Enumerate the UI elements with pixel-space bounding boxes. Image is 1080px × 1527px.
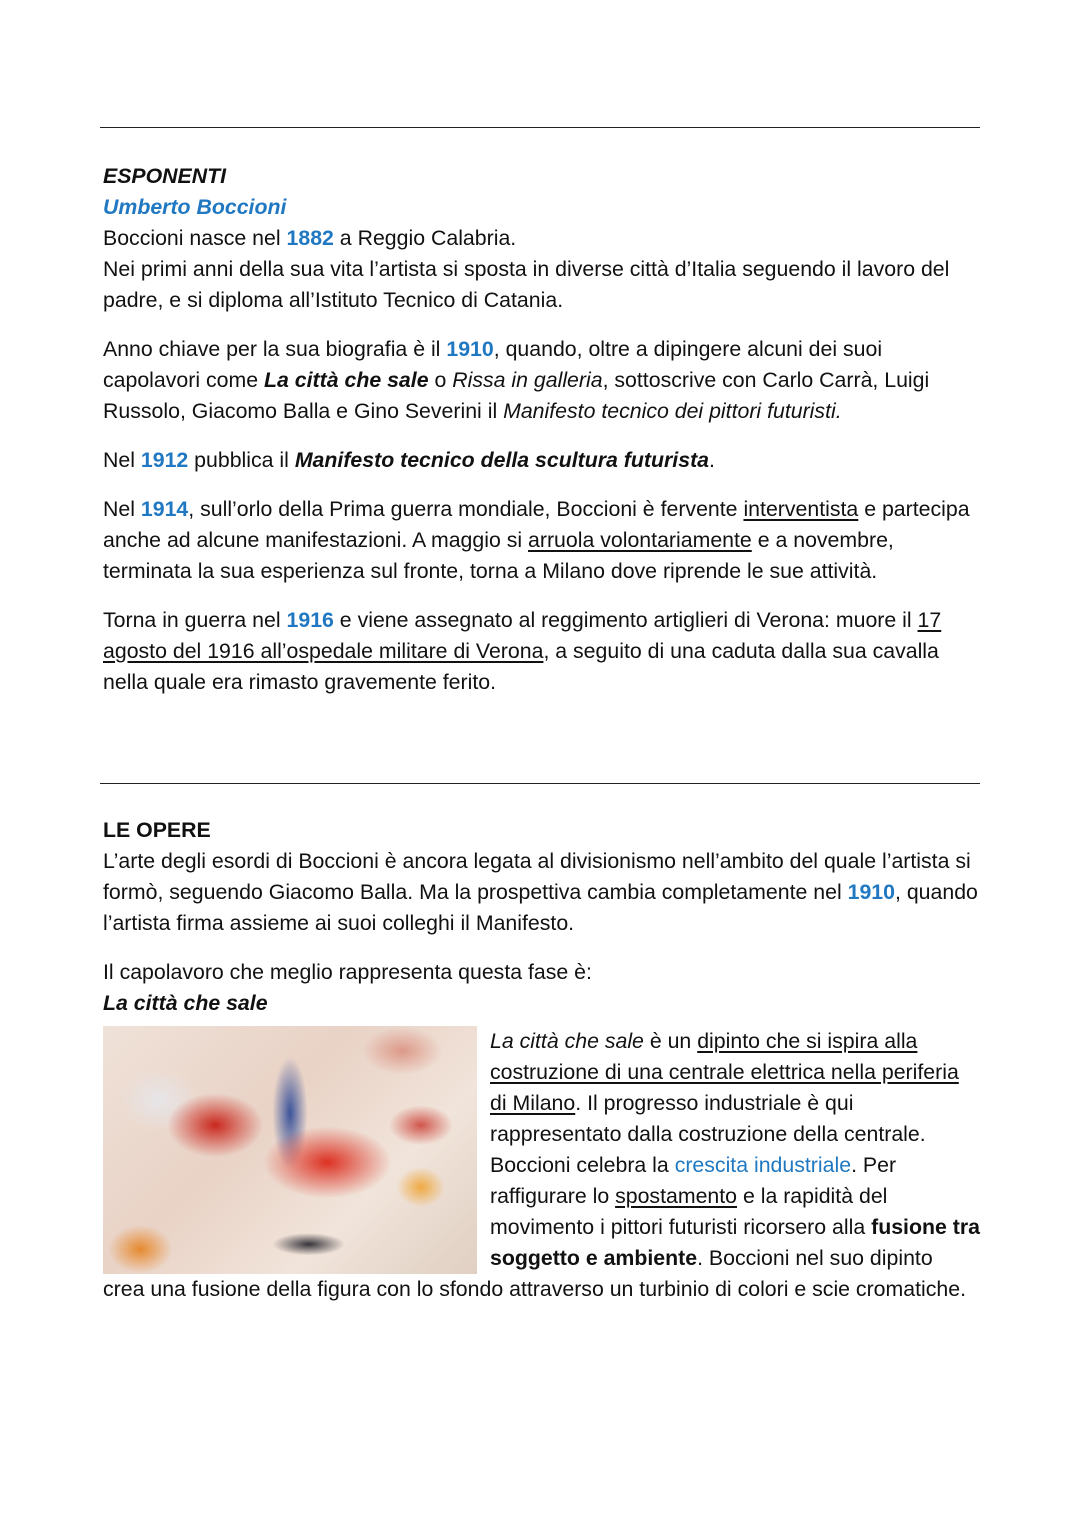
- year: 1912: [140, 448, 189, 472]
- paragraph-1914: [103, 494, 980, 587]
- text: . Il progresso industriale è qui rappresentato dalla costruzione della centrale. Boccioni celebra la: [490, 1091, 926, 1177]
- work-title: Manifesto tecnico della scultura futurista: [294, 448, 709, 472]
- section-heading: ESPONENTI: [103, 164, 227, 188]
- paragraph-esordi: [103, 846, 980, 939]
- text: è un: [643, 1029, 698, 1053]
- year: 1882: [286, 226, 334, 250]
- work-title: Manifesto tecnico dei pittori futuristi.: [503, 399, 842, 423]
- paragraph-birth: [103, 223, 980, 316]
- text: o: [428, 368, 453, 392]
- text: Anno chiave per la sua biografia è il: [103, 337, 447, 361]
- text: e a novembre, terminata la sua esperienza sul fronte, torna a Milano dove riprende le sue attività.: [103, 528, 894, 583]
- text: , sull’orlo della Prima guerra mondiale, Boccioni è fervente: [188, 497, 744, 521]
- text: , a seguito di una caduta dalla sua cavalla nella quale era rimasto gravemente ferito.: [103, 639, 939, 694]
- text: , quando l’artista firma assieme ai suoi colleghi il Manifesto.: [103, 880, 978, 935]
- paragraph-1916: [103, 605, 980, 698]
- section-esponenti: [103, 161, 980, 698]
- text: Nei primi anni della sua vita l’artista si sposta in diverse città d’Italia seguendo il lavoro del padre, e si diploma all’Istituto Tecnico di Catania.: [103, 257, 950, 312]
- year: 1916: [286, 608, 334, 632]
- text: e la rapidità del movimento i pittori futuristi ricorsero alla: [490, 1184, 888, 1239]
- year: 1914: [140, 497, 189, 521]
- text: Torna in guerra nel: [103, 608, 287, 632]
- underlined-text: spostamento: [615, 1184, 738, 1208]
- year: 1910: [847, 880, 895, 904]
- work-title: Rissa in galleria: [452, 368, 603, 392]
- paragraph-1910: [103, 334, 980, 427]
- paragraph-intro: [103, 957, 980, 1019]
- text: pubblica il: [188, 448, 295, 472]
- text: Nel: [103, 448, 141, 472]
- text: L’arte degli esordi di Boccioni è ancora legata al divisionismo nell’ambito del quale l’artista si formò, seguendo Giacomo Balla. Ma la prospettiva cambia completamente nel: [103, 849, 971, 904]
- painting-la-citta-che-sale-image: [103, 1026, 477, 1274]
- underlined-text: 17 agosto del 1916 all’ospedale militare di Verona: [103, 608, 942, 663]
- section-heading: LE OPERE: [103, 818, 211, 842]
- text: e viene assegnato al reggimento artiglieri di Verona: muore il: [333, 608, 918, 632]
- text: Nel: [103, 497, 141, 521]
- bold-text: fusione tra soggetto e ambiente: [490, 1215, 980, 1270]
- underlined-text: interventista: [743, 497, 859, 521]
- text: , sottoscrive con Carlo Carrà, Luigi Russolo, Giacomo Balla e Gino Severini il: [103, 368, 930, 423]
- underlined-text: dipinto che si ispira alla costruzione di una centrale elettrica nella periferia di Milano: [490, 1029, 959, 1115]
- section-opere: [103, 815, 980, 1305]
- work-heading: La città che sale: [103, 991, 268, 1015]
- paragraph-painting: [103, 1026, 980, 1305]
- middle-divider: [100, 783, 980, 784]
- text: e partecipa anche ad alcune manifestazioni. A maggio si: [103, 497, 970, 552]
- text: a Reggio Calabria.: [333, 226, 517, 250]
- work-title: La città che sale: [264, 368, 429, 392]
- text: . Boccioni nel suo dipinto crea una fusione della figura con lo sfondo attraverso un turbinio di colori e scie cromatiche.: [103, 1246, 967, 1301]
- top-divider: [100, 127, 980, 128]
- text: , quando, oltre a dipingere alcuni dei suoi capolavori come: [103, 337, 883, 392]
- artist-name: Umberto Boccioni: [103, 195, 287, 219]
- year: 1910: [446, 337, 494, 361]
- text: Il capolavoro che meglio rappresenta questa fase è:: [103, 960, 592, 984]
- highlighted-text: crescita industriale: [674, 1153, 852, 1177]
- text: . Per raffigurare lo: [490, 1153, 897, 1208]
- text: .: [709, 448, 715, 472]
- paragraph-1912: [103, 445, 980, 476]
- work-title: La città che sale: [490, 1029, 644, 1053]
- underlined-text: arruola volontariamente: [528, 528, 752, 552]
- text: Boccioni nasce nel: [103, 226, 287, 250]
